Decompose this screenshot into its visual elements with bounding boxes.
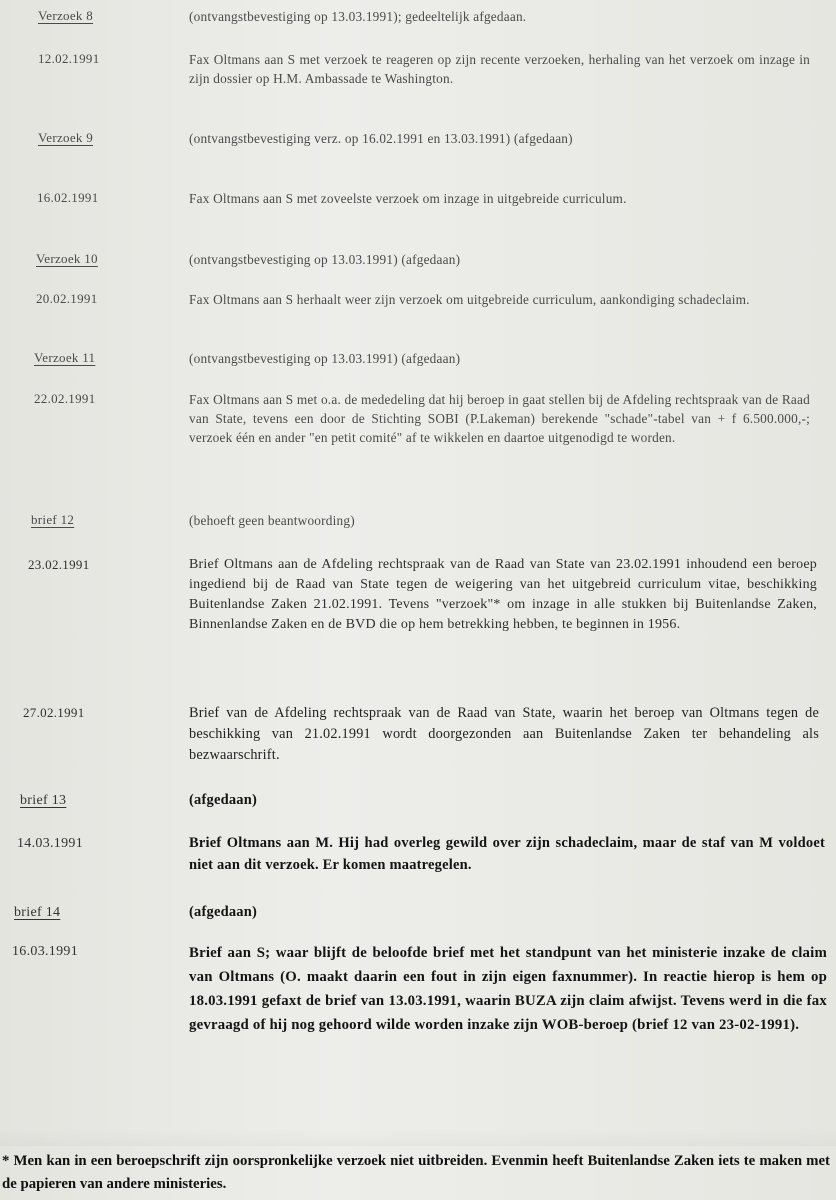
footnote: * Men kan in een beroepschrift zijn oorspronkelijke verzoek niet uitbreiden. Evenmin heeft Buitenlandse Zaken iets te maken met de papieren van andere ministeries. (2, 1153, 830, 1192)
entry-text: (afgedaan) (189, 904, 258, 920)
entry-text: (ontvangstbevestiging verz. op 16.02.1991 en 13.03.1991) (afgedaan) (189, 131, 573, 146)
entry-label: 14.03.1991 (17, 836, 83, 851)
page-shadow (0, 1128, 836, 1146)
entry-text: (behoeft geen beantwoording) (189, 513, 355, 528)
entry-label: Verzoek 9 (38, 130, 94, 145)
entry-text: (ontvangstbevestiging op 13.03.1991); gedeeltelijk afgedaan. (189, 9, 527, 24)
entry-text: Brief van de Afdeling rechtspraak van de Raad van State, waarin het beroep van Oltmans tegen de beschikking van 21.02.1991 wordt doorgezonden aan Buitenlandse Zaken ter behandeling als bezwaarschrift. (189, 705, 819, 763)
entry-text: (afgedaan) (189, 792, 258, 808)
entry-label: 23.02.1991 (28, 557, 90, 572)
entry-label: Verzoek 10 (36, 251, 98, 266)
entry-label: Verzoek 11 (34, 350, 96, 365)
entry-label: brief 14 (14, 905, 61, 920)
entry-label: 22.02.1991 (34, 391, 96, 406)
entry-text: Brief Oltmans aan M. Hij had overleg gewild over zijn schadeclaim, maar de staf van M voldoet niet aan dit verzoek. Er komen maatregelen. (189, 835, 825, 873)
entry-label: 27.02.1991 (23, 705, 85, 720)
entry-text: (ontvangstbevestiging op 13.03.1991) (afgedaan) (189, 351, 461, 366)
entry-label: brief 13 (20, 793, 67, 808)
entry-text: Brief Oltmans aan de Afdeling rechtspraak van de Raad van State van 23.02.1991 inhoudend een beroep ingediend bij de Raad van State tegen de weigering van het uitgebreid curriculum vitae, beschikking Buitenlandse Zaken 21.02.1991. Tevens "verzoek"* om inzage in alle stukken bij Buitenlandse Zaken, Binnenlandse Zaken en de BVD die op hem betrekking hebben, te beginnen in 1956. (189, 557, 817, 632)
entry-text: Fax Oltmans aan S met zoveelste verzoek om inzage in uitgebreide curriculum. (189, 191, 627, 206)
entry-text: (ontvangstbevestiging op 13.03.1991) (afgedaan) (189, 252, 461, 267)
entry-text: Brief aan S; waar blijft de beloofde brief met het standpunt van het ministerie inzake de claim van Oltmans (O. maakt daarin een fout in zijn eigen faxnummer). In reactie hierop is hem op 18.03.1991 gefaxt de brief van 13.03.1991, waarin BUZA zijn claim afwijst. Tevens werd in die fax gevraagd of hij nog gehoord wilde worden inzake zijn WOB-beroep (brief 12 van 23-02-1991). (189, 945, 827, 1033)
entry-label: 16.03.1991 (12, 944, 78, 959)
entry-label: 12.02.1991 (38, 51, 100, 66)
entry-label: Verzoek 8 (38, 8, 94, 23)
entry-label: 20.02.1991 (36, 291, 98, 306)
entry-label: brief 12 (31, 512, 75, 527)
entry-label: 16.02.1991 (37, 190, 99, 205)
entry-text: Fax Oltmans aan S met verzoek te reageren op zijn recente verzoeken, herhaling van het verzoek om inzage in zijn dossier op H.M. Ambassade te Washington. (189, 52, 810, 86)
entry-text: Fax Oltmans aan S met o.a. de mededeling dat hij beroep in gaat stellen bij de Afdeling rechtspraak van de Raad van State, tevens een door de Stichting SOBI (P.Lakeman) berekende "schade"-tabel van + f 6.500.000,-; verzoek één en ander "en petit comité" af te wikkelen en daartoe uitgenodigd te worden. (189, 392, 810, 445)
entry-text: Fax Oltmans aan S herhaalt weer zijn verzoek om uitgebreide curriculum, aankondiging schadeclaim. (189, 292, 750, 307)
